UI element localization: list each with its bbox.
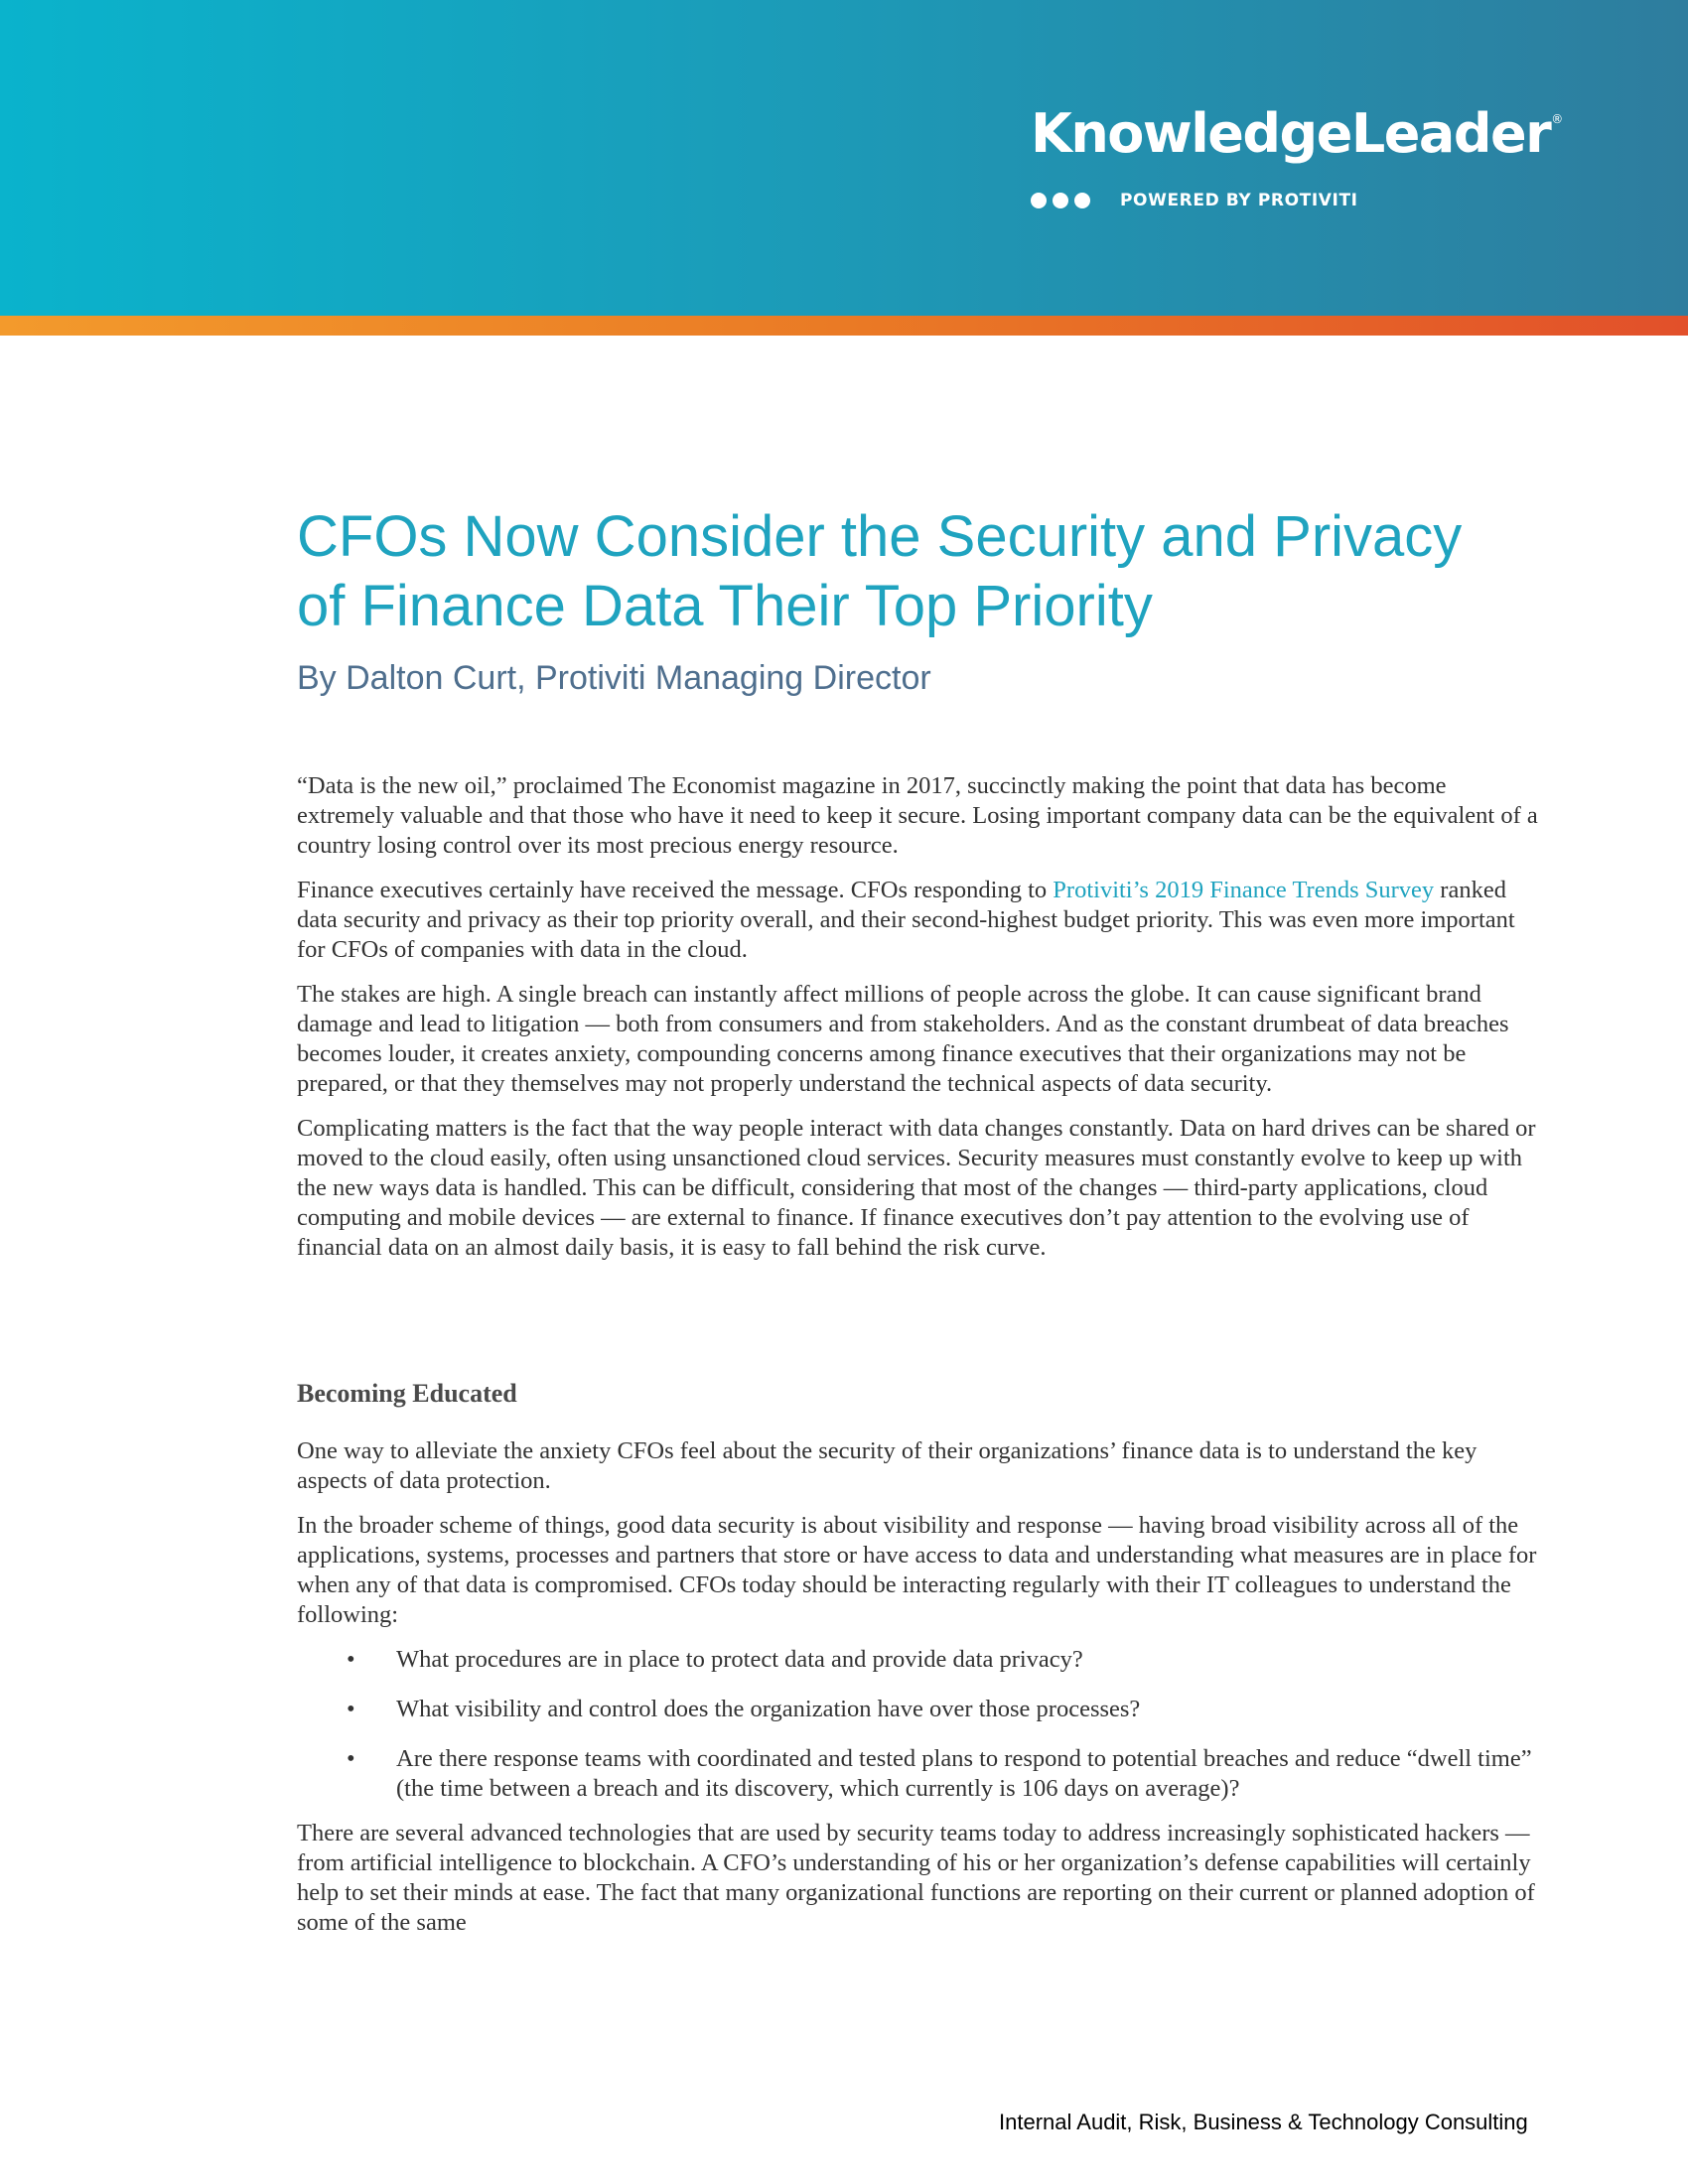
body-paragraph: “Data is the new oil,” proclaimed The Economist magazine in 2017, succinctly making the point that data has become extremely valuable and that those who have it need to keep it secure. Losing important company data can be the equivalent of a country losing control over its most precious energy resource.	[297, 772, 1538, 859]
list-item: • What procedures are in place to protect data and provide data privacy?	[297, 1645, 1540, 1675]
paragraph-text: Finance executives certainly have received the message. CFOs responding to	[297, 877, 1054, 903]
list-item: • What visibility and control does the organization have over those processes?	[297, 1695, 1540, 1724]
list-item: • Are there response teams with coordinated and tested plans to respond to potential breaches and reduce “dwell time” (the time between a breach and its discovery, which currently is 106 days on average)?	[297, 1744, 1540, 1804]
paragraph-text: ranked data security and privacy as their top priority overall, and their second-highest budget priority. This was even more important for CFOs of companies with data in the cloud.	[297, 877, 1515, 963]
header-accent-bar	[0, 316, 1688, 336]
body-paragraph: There are several advanced technologies that are used by security teams today to address increasingly sophisticated hackers — from artificial intelligence to blockchain. A CFO’s understanding of his or her organization’s defense capabilities will certainly help to set their minds at ease. The fact that many organizational functions are reporting on their current or planned adoption of some of the same	[297, 1820, 1535, 1936]
body-paragraph	[297, 876, 1540, 965]
article-title	[297, 502, 1540, 641]
dot-icon	[1053, 193, 1068, 208]
title-line: CFOs Now Consider the Security and Privacy	[297, 504, 1463, 569]
intro-section	[297, 771, 1540, 1263]
brand-dots-icon	[1031, 193, 1090, 208]
finance-trends-survey-link[interactable]: Protiviti’s 2019 Finance Trends Survey	[1053, 877, 1435, 903]
section-heading: Becoming Educated	[297, 1379, 517, 1408]
dot-icon	[1031, 193, 1047, 208]
trademark-symbol: ®	[1551, 112, 1562, 126]
body-paragraph: One way to alleviate the anxiety CFOs feel about the security of their organizations’ finance data is to understand the key aspects of data protection.	[297, 1437, 1477, 1494]
questions-list	[297, 1645, 1540, 1804]
brand-name: KnowledgeLeader	[1031, 102, 1551, 165]
body-paragraph: In the broader scheme of things, good data security is about visibility and response — having broad visibility across all of the applications, systems, processes and partners that store or have access to data and understanding what measures are in place for when any of that data is compromised. CFOs today should be interacting regularly with their IT colleagues to understand the following:	[297, 1512, 1537, 1628]
body-paragraph: Complicating matters is the fact that the way people interact with data changes constantly. Data on hard drives can be shared or moved to the cloud easily, often using unsanctioned cloud services. Security measures must constantly evolve to keep up with the new ways data is handled. This can be difficult, considering that most of the changes — third-party applications, cloud computing and mobile devices — are external to finance. If finance executives don’t pay attention to the evolving use of financial data on an almost daily basis, it is easy to fall behind the risk curve.	[297, 1115, 1536, 1261]
footer-tagline: Internal Audit, Risk, Business & Technology Consulting	[999, 2110, 1528, 2134]
powered-by-tagline: POWERED BY PROTIVITI	[1120, 191, 1358, 210]
brand-logo	[1031, 102, 1562, 165]
body-paragraph: The stakes are high. A single breach can instantly affect millions of people across the globe. It can cause significant brand damage and lead to litigation — both from consumers and from stakeholders. And as the constant drumbeat of data breaches becomes louder, it creates anxiety, compounding concerns among finance executives that their organizations may not be prepared, or that they themselves may not properly understand the technical aspects of data security.	[297, 981, 1509, 1097]
article-byline: By Dalton Curt, Protiviti Managing Director	[297, 659, 931, 697]
becoming-educated-section	[297, 1436, 1540, 1938]
dot-icon	[1074, 193, 1090, 208]
title-line: of Finance Data Their Top Priority	[297, 574, 1153, 638]
